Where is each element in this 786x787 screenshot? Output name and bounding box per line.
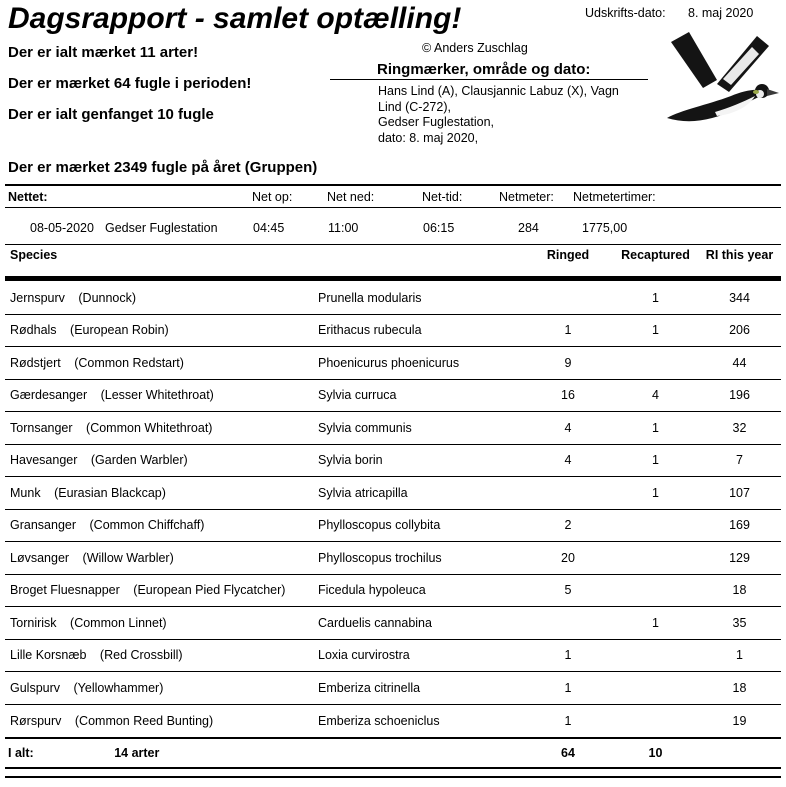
ri-this-year-count: 1 [736, 648, 743, 663]
species-english-name: (Willow Warbler) [82, 550, 174, 565]
species-english-name: (Common Chiffchaff) [89, 518, 205, 533]
stat-period-total: Der er mærket 64 fugle i perioden! [8, 75, 252, 92]
net-time-value: 06:15 [423, 221, 455, 235]
species-english-name: (Red Crossbill) [99, 648, 183, 663]
ringed-count: 5 [564, 583, 572, 598]
species-latin-name: Sylvia curruca [318, 388, 397, 403]
ringed-count: 9 [564, 355, 572, 370]
species-latin-name: Phylloscopus collybita [318, 518, 441, 533]
ringer-info [378, 84, 658, 146]
ringed-count: 16 [561, 388, 575, 403]
divider-line [5, 244, 781, 245]
net-header-net-time: Net-tid: [422, 190, 463, 204]
ri-this-year-count: 18 [732, 583, 747, 598]
header-separator-bar [5, 276, 781, 281]
net-date: 08-05-2020 [30, 221, 94, 235]
species-table-row [5, 412, 781, 445]
ri-this-year-count: 206 [729, 323, 750, 338]
species-danish-name: Broget Fluesnapper [10, 583, 120, 598]
page-title: Dagsrapport - samlet optælling! [8, 2, 462, 35]
recaptured-count: 1 [652, 323, 659, 338]
net-header-netmeter: Netmeter: [499, 190, 554, 204]
species-english-name: (Common Whitethroat) [86, 420, 213, 435]
netmeter-value: 284 [518, 221, 539, 235]
ringed-count: 1 [564, 680, 572, 695]
species-table-row [5, 607, 781, 640]
net-header-nettet: Nettet: [8, 190, 48, 204]
year-total-heading: Der er mærket 2349 fugle på året (Gruppen) [8, 159, 318, 176]
species-english-name: (European Pied Flycatcher) [133, 583, 286, 598]
species-danish-name: Rødstjert [10, 355, 61, 370]
species-english-name: (Garden Warbler) [90, 453, 188, 468]
ri-this-year-count: 169 [729, 518, 750, 533]
species-latin-name: Carduelis cannabina [318, 615, 432, 630]
ringer-info-line: Gedser Fuglestation, [378, 115, 495, 129]
divider-line [5, 207, 781, 208]
species-latin-name: Erithacus rubecula [318, 323, 422, 338]
recaptured-count: 1 [652, 485, 659, 500]
species-danish-name: Jernspurv [10, 290, 65, 305]
net-header-net-up: Net op: [252, 190, 293, 204]
species-danish-name: Gulspurv [10, 680, 61, 695]
species-table-body [5, 282, 781, 737]
species-table-row [5, 445, 781, 478]
col-header-ri-this-year: RI this year [705, 248, 774, 262]
species-english-name: (Yellowhammer) [73, 680, 164, 695]
recaptured-count: 4 [652, 388, 659, 403]
ri-this-year-count: 32 [732, 420, 747, 435]
species-table-row [5, 672, 781, 705]
species-english-name: (Common Reed Bunting) [74, 713, 214, 728]
species-latin-name: Sylvia borin [318, 453, 383, 468]
ringed-count: 2 [564, 518, 572, 533]
ri-this-year-count: 19 [732, 713, 747, 728]
ringed-count: 4 [564, 453, 572, 468]
species-table-row [5, 575, 781, 608]
ri-this-year-count: 129 [729, 550, 750, 565]
species-danish-name: Havesanger [10, 453, 78, 468]
species-table-row [5, 347, 781, 380]
species-danish-name: Rørspurv [10, 713, 62, 728]
ringer-info-line: dato: 8. maj 2020, [378, 130, 479, 145]
species-latin-name: Loxia curvirostra [318, 648, 410, 663]
species-table-row [5, 282, 781, 315]
print-date-value: 8. maj 2020 [688, 6, 754, 20]
net-header-netmeter-hours: Netmetertimer: [573, 190, 656, 204]
net-down-value: 11:00 [328, 221, 359, 235]
species-danish-name: Tornsanger [10, 420, 73, 435]
species-table-row [5, 477, 781, 510]
species-latin-name: Ficedula hypoleuca [318, 583, 426, 598]
net-station: Gedser Fuglestation [105, 221, 218, 235]
total-species-count: 14 arter [114, 746, 160, 760]
species-latin-name: Sylvia atricapilla [318, 485, 408, 500]
ri-this-year-count: 196 [729, 388, 750, 403]
total-recaptured: 10 [648, 746, 663, 760]
stat-recaptured-total: Der er ialt genfanget 10 fugle [8, 106, 214, 123]
species-latin-name: Phylloscopus trochilus [318, 550, 442, 565]
species-latin-name: Prunella modularis [318, 290, 422, 305]
species-danish-name: Gransanger [10, 518, 77, 533]
ri-this-year-count: 44 [732, 355, 747, 370]
col-header-species: Species [10, 248, 58, 262]
species-english-name: (Dunnock) [78, 290, 137, 305]
flying-duck-logo-icon [658, 32, 780, 132]
species-table-row [5, 705, 781, 738]
ri-this-year-count: 344 [729, 290, 750, 305]
species-danish-name: Lille Korsnæb [10, 648, 87, 663]
species-table-row [5, 510, 781, 543]
ringed-count: 20 [561, 550, 575, 565]
col-header-recaptured: Recaptured [621, 248, 690, 262]
total-label: I alt: [8, 746, 34, 760]
ringed-count: 4 [564, 420, 572, 435]
species-table-header [5, 248, 781, 262]
species-danish-name: Munk [10, 485, 41, 500]
ri-this-year-count: 18 [732, 680, 747, 695]
species-english-name: (European Robin) [70, 323, 169, 338]
species-table-row [5, 380, 781, 413]
species-danish-name: Gærdesanger [10, 388, 88, 403]
stat-species-total: Der er ialt mærket 11 arter! [8, 44, 199, 61]
recaptured-count: 1 [652, 453, 659, 468]
netmeter-hours-value: 1775,00 [582, 221, 628, 235]
species-latin-name: Phoenicurus phoenicurus [318, 355, 460, 370]
species-table-row [5, 315, 781, 348]
species-english-name: (Lesser Whitethroat) [100, 388, 214, 403]
species-table-row [5, 542, 781, 575]
species-table-row [5, 640, 781, 673]
ringer-heading-underline [330, 79, 648, 80]
net-header-net-down: Net ned: [327, 190, 375, 204]
ri-this-year-count: 35 [732, 615, 747, 630]
species-danish-name: Rødhals [10, 323, 57, 338]
ringer-section-heading: Ringmærker, område og dato: [377, 61, 591, 78]
copyright-notice: © Anders Zuschlag [422, 41, 528, 55]
total-ringed: 64 [561, 746, 575, 760]
bottom-line [5, 767, 781, 769]
ringed-count: 1 [564, 323, 572, 338]
species-english-name: (Eurasian Blackcap) [54, 485, 166, 500]
ringer-info-line: Lind (C-272), [378, 99, 451, 114]
net-up-value: 04:45 [253, 221, 285, 235]
species-english-name: (Common Redstart) [74, 355, 184, 370]
print-date-label: Udskrifts-dato: [585, 6, 666, 20]
species-latin-name: Sylvia communis [318, 420, 412, 435]
ri-this-year-count: 7 [736, 453, 743, 468]
recaptured-count: 1 [652, 290, 659, 305]
species-latin-name: Emberiza schoeniclus [318, 713, 440, 728]
total-row [5, 739, 781, 767]
ringer-info-line: Hans Lind (A), Clausjannic Labuz (X), Vagn [378, 84, 619, 98]
divider-line [5, 184, 781, 186]
ringed-count: 1 [564, 713, 572, 728]
recaptured-count: 1 [652, 420, 659, 435]
species-danish-name: Tornirisk [10, 615, 57, 630]
col-header-ringed: Ringed [546, 248, 590, 262]
recaptured-count: 1 [652, 615, 659, 630]
ringed-count: 1 [564, 648, 572, 663]
ri-this-year-count: 107 [729, 485, 750, 500]
species-english-name: (Common Linnet) [70, 615, 167, 630]
bottom-line [5, 776, 781, 778]
species-latin-name: Emberiza citrinella [318, 680, 421, 695]
species-danish-name: Løvsanger [10, 550, 70, 565]
